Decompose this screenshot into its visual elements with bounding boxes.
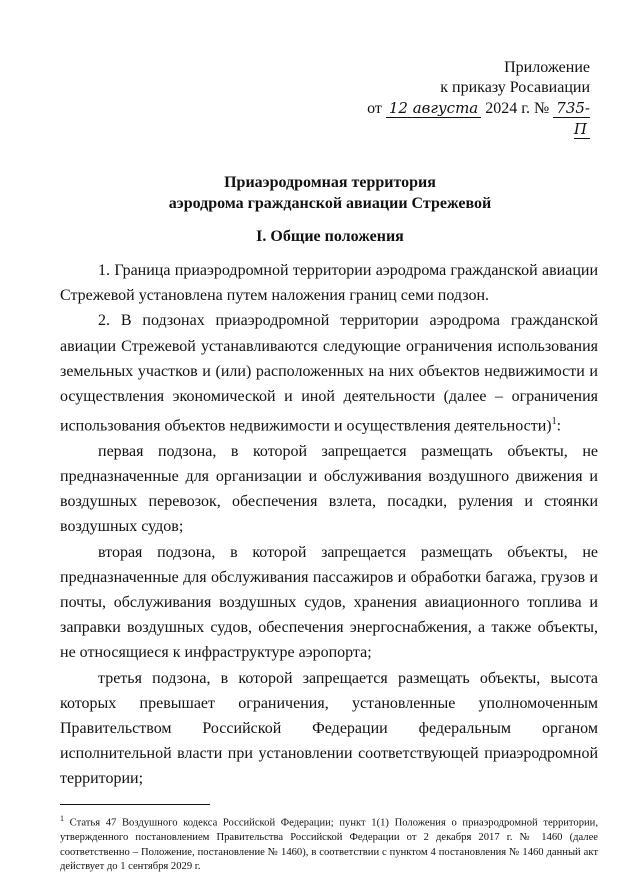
document-title-line-2: аэродрома гражданской авиации Стрежевой <box>168 195 492 212</box>
footnote-text: Статья 47 Воздушного кодекса Российской Федерации; пункт 1(1) Положения о приаэродромной территории, утвержденного постановлением Правительства Российской Федерации от 2 декабря 2017 г. № 1460 (далее соответственно – Положение, постановление № 1460), в соответствии с пунктом 4 постановления № 1460 данный акт действует до 1 сентября 2029 г. <box>60 817 599 873</box>
document-title-line-1: Приаэродромная территория <box>224 174 436 191</box>
footnote <box>60 812 598 875</box>
paragraph-subzone-3: третья подзона, в которой запрещается размещать объекты, высота которых превышает ограничения, установленные уполномоченным Правительством Российской Федерации федеральным органом исполнительной власти при установлении соответствующей приаэродромной территории; <box>60 669 598 788</box>
paragraph-2-end: : <box>556 417 562 435</box>
document-body <box>60 258 598 792</box>
footnote-reference[interactable]: 1 <box>551 416 557 428</box>
paragraph-subzone-2: вторая подзона, в которой запрещается размещать объекты, не предназначенные для обслуживания пассажиров и обработки багажа, грузов и почты, обслуживания воздушных судов, хранения авиационного топлива и заправки воздушных судов, обеспечения энергоснабжения, а также объекты, не относящиеся к инфраструктуре аэропорта; <box>60 543 598 662</box>
order-reference: к приказу Росавиации <box>440 79 590 96</box>
handwritten-order-number: 735-П <box>553 99 590 139</box>
date-prefix: от <box>367 100 382 117</box>
paragraph-1: 1. Граница приаэродромной территории аэродрома гражданской авиации Стрежевой установлена путем наложения границ семи подзон. <box>60 262 598 305</box>
attachment-label: Приложение <box>504 59 590 76</box>
footnote-separator <box>60 804 210 805</box>
paragraph-subzone-1: первая подзона, в которой запрещается размещать объекты, не предназначенные для организации и обслуживания воздушного движения и воздушных перевозок, обеспечения взлета, посадки, руления и стоянки воздушных судов; <box>60 442 598 536</box>
section-heading: I. Общие положения <box>256 228 404 245</box>
paragraph-2-text: 2. В подзонах приаэродромной территории аэродрома гражданской авиации Стрежевой устанавливаются следующие ограничения использования земельных участков и (или) расположенных на них объектов недвижимости и осуществления экономической и иной деятельности (далее – ограничения использования объектов недвижимости и осуществления деятельности) <box>60 312 598 435</box>
paragraph-2 <box>60 308 598 438</box>
order-date-line <box>360 98 590 140</box>
order-year: 2024 г. № <box>485 100 550 117</box>
footnote-mark: 1 <box>60 814 64 823</box>
handwritten-date: 12 августа <box>386 99 481 118</box>
attachment-header <box>360 58 590 140</box>
